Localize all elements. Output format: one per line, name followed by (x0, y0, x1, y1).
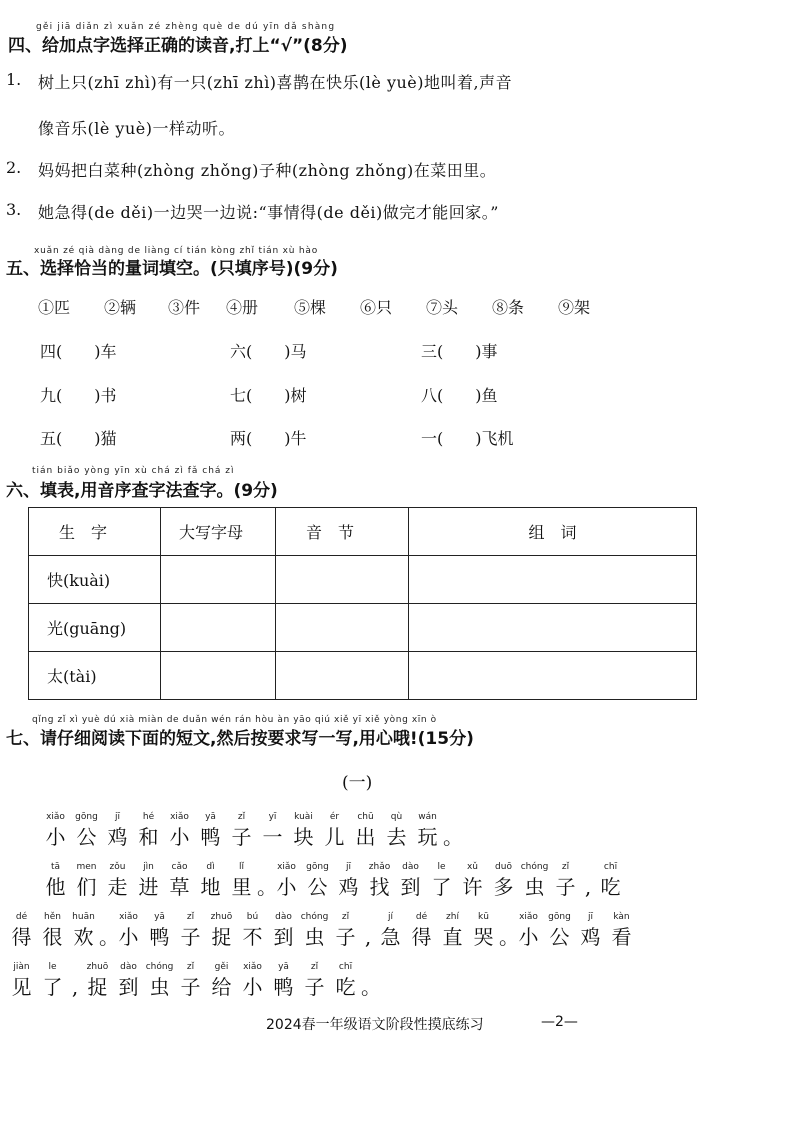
blank-item[interactable]: 七( )树 (230, 386, 307, 405)
blank-item[interactable]: 五( )猫 (40, 429, 117, 448)
pinyin-syllable: xiǎo (119, 912, 138, 922)
passage-char (195, 860, 226, 900)
hanzi: 去 (386, 825, 407, 849)
option-7: ⑦头 (426, 298, 459, 317)
syllable-cell[interactable] (276, 556, 409, 604)
q4-2-num: 2. (6, 158, 22, 177)
pinyin-syllable: xiǎo (243, 962, 262, 972)
passage-line (40, 810, 463, 850)
hanzi: 鸭 (200, 825, 221, 849)
passage-line (6, 960, 381, 1000)
hanzi: 到 (273, 925, 294, 949)
pinyin-syllable: yā (154, 912, 165, 922)
pinyin-syllable: xǔ (466, 862, 479, 872)
hanzi: 他 (45, 875, 66, 899)
passage-char (99, 910, 119, 950)
passage-char (550, 860, 581, 900)
hanzi: 玩 (417, 825, 438, 849)
passage-char (330, 910, 361, 950)
passage-char (271, 860, 302, 900)
passage-char (330, 960, 361, 1000)
passage-char (68, 910, 99, 950)
pinyin-syllable: xiǎo (170, 812, 189, 822)
passage-char (144, 960, 175, 1000)
pinyin-syllable (499, 910, 513, 924)
pinyin-syllable: chī (603, 862, 618, 872)
pinyin-syllable: tā (50, 862, 61, 872)
pinyin-syllable: gěi (214, 962, 229, 972)
pinyin-syllable: dé (415, 912, 428, 922)
passage-char (581, 860, 595, 900)
pinyin-syllable: ér (329, 812, 340, 822)
pinyin-syllable: chū (357, 812, 374, 822)
pinyin-syllable: jī (587, 912, 593, 922)
passage-char (40, 810, 71, 850)
pinyin-syllable (361, 910, 375, 924)
section6-title: 六、填表,用音序查字法查字。(9分) (6, 481, 278, 501)
hanzi: 走 (107, 875, 128, 899)
pinyin-syllable: xiǎo (277, 862, 296, 872)
passage-char (113, 960, 144, 1000)
hanzi: 里 (231, 875, 252, 899)
passage-char (333, 860, 364, 900)
pinyin-syllable: jī (114, 812, 120, 822)
hanzi: 块 (293, 825, 314, 849)
passage-char (361, 960, 381, 1000)
option-9: ⑨架 (558, 298, 591, 317)
pinyin-syllable: xiǎo (519, 912, 538, 922)
hanzi: 到 (400, 875, 421, 899)
passage-char (206, 960, 237, 1000)
pinyin-syllable: xiǎo (46, 812, 65, 822)
passage-line (6, 910, 637, 950)
passage-char (237, 910, 268, 950)
hanzi: 捉 (87, 975, 108, 999)
blank-item[interactable]: 九( )书 (40, 386, 117, 405)
pinyin-syllable: kū (478, 912, 489, 922)
option-4: ④册 (226, 298, 259, 317)
hanzi: , (364, 925, 372, 949)
passage-char (133, 860, 164, 900)
hanzi: 草 (169, 875, 190, 899)
hanzi: 和 (138, 825, 159, 849)
passage-char (195, 810, 226, 850)
pinyin-syllable: wán (418, 812, 437, 822)
passage-char (361, 910, 375, 950)
hanzi: 了 (431, 875, 452, 899)
hanzi: 。 (499, 925, 519, 949)
option-6: ⑥只 (360, 298, 393, 317)
blank-item[interactable]: 一( )飞机 (421, 429, 514, 448)
hanzi: 鸡 (338, 875, 359, 899)
passage-char (364, 860, 395, 900)
table-row (29, 604, 697, 652)
passage-char (6, 910, 37, 950)
option-5: ⑤棵 (294, 298, 327, 317)
hanzi: 多 (493, 875, 514, 899)
footer-title: 2024春一年级语文阶段性摸底练习 (266, 1017, 484, 1033)
passage-char (226, 810, 257, 850)
hanzi: 了 (42, 975, 63, 999)
option-3: ③件 (168, 298, 201, 317)
hanzi: 虫 (304, 925, 325, 949)
pinyin-syllable (443, 810, 457, 824)
hanzi: , (71, 975, 79, 999)
pinyin-syllable: jiàn (13, 962, 30, 972)
hanzi: 很 (42, 925, 63, 949)
pinyin-syllable: jìn (143, 862, 154, 872)
hanzi: 虫 (524, 875, 545, 899)
pinyin-syllable: yī (268, 812, 277, 822)
hanzi: 虫 (149, 975, 170, 999)
passage-char (37, 960, 68, 1000)
table-char-cell: 快(kuài) (29, 556, 161, 604)
hanzi: 子 (304, 975, 325, 999)
hanzi: 得 (11, 925, 32, 949)
pinyin-syllable: qù (390, 812, 403, 822)
pinyin-syllable: bú (246, 912, 259, 922)
passage-char (457, 860, 488, 900)
pinyin-syllable: zhí (446, 912, 459, 922)
word-cell[interactable] (409, 652, 697, 700)
pinyin-syllable (99, 910, 113, 924)
passage-char (71, 860, 102, 900)
pinyin-syllable: dé (15, 912, 28, 922)
passage-line (40, 860, 626, 900)
hanzi: 子 (180, 975, 201, 999)
passage-char (437, 910, 468, 950)
pinyin-syllable: lǐ (238, 862, 244, 872)
pinyin-syllable: dào (120, 962, 137, 972)
pinyin-syllable: yā (278, 962, 289, 972)
hanzi: 小 (118, 925, 139, 949)
option-2: ②辆 (104, 298, 137, 317)
page-number: —2— (541, 1014, 578, 1030)
passage-char (499, 910, 519, 950)
passage-char (513, 910, 544, 950)
pinyin-syllable: dào (402, 862, 419, 872)
hanzi: 得 (411, 925, 432, 949)
hanzi: 子 (555, 875, 576, 899)
hanzi: 子 (335, 925, 356, 949)
passage-char (102, 860, 133, 900)
pinyin-syllable: duō (495, 862, 512, 872)
pinyin-syllable: huān (72, 912, 95, 922)
hanzi: 哭 (473, 925, 494, 949)
hanzi: 到 (118, 975, 139, 999)
hanzi: 公 (76, 825, 97, 849)
pinyin-syllable: men (76, 862, 97, 872)
pinyin-syllable: kàn (613, 912, 630, 922)
q4-3-num: 3. (6, 200, 22, 219)
hanzi: 小 (242, 975, 263, 999)
q4-2-text: 妈妈把白菜种(zhòng zhǒng)子种(zhòng zhǒng)在菜田里。 (38, 161, 497, 180)
pinyin-syllable: zhuō (210, 912, 233, 922)
hanzi: 子 (231, 825, 252, 849)
passage-char (381, 810, 412, 850)
table-char-cell: 太(tài) (29, 652, 161, 700)
passage-char (206, 910, 237, 950)
table-row (29, 556, 697, 604)
passage-char (299, 960, 330, 1000)
passage-char (102, 810, 133, 850)
pinyin-syllable: dì (206, 862, 215, 872)
hanzi: 见 (11, 975, 32, 999)
pinyin-syllable: zǐ (561, 862, 570, 872)
hanzi: 。 (257, 875, 277, 899)
q4-1-text: 树上只(zhī zhì)有一只(zhī zhì)喜鹊在快乐(lè yuè)地叫着,声音 (38, 73, 513, 92)
passage-char (237, 960, 268, 1000)
passage-char (68, 960, 82, 1000)
blank-item[interactable]: 八( )鱼 (421, 386, 498, 405)
section7-pinyin: qǐng zǐ xì yuè dú xià miàn de duǎn wén rán hòu àn yāo qiú xiě yī xiě yòng xīn ò (32, 715, 437, 725)
passage-char (40, 860, 71, 900)
passage-char (71, 810, 102, 850)
pinyin-syllable: dào (275, 912, 292, 922)
hanzi: , (584, 875, 592, 899)
capital-letter-cell[interactable] (161, 604, 276, 652)
option-1: ①匹 (38, 298, 71, 317)
passage-char (226, 860, 257, 900)
pinyin-syllable: hé (142, 812, 155, 822)
hanzi: 鸭 (273, 975, 294, 999)
passage-char (412, 810, 443, 850)
passage-char (319, 810, 350, 850)
hanzi: 公 (307, 875, 328, 899)
passage-char (299, 910, 330, 950)
pinyin-syllable: chóng (520, 862, 549, 872)
hanzi: 捉 (211, 925, 232, 949)
passage-char (395, 860, 426, 900)
q4-1-continued: 像音乐(lè yuè)一样动听。 (38, 119, 235, 138)
pinyin-syllable: yā (205, 812, 216, 822)
pinyin-syllable: zhuō (86, 962, 109, 972)
passage-char (268, 960, 299, 1000)
blank-item[interactable]: 三( )事 (421, 342, 498, 361)
header-capital-letter: 大写字母 (161, 508, 276, 556)
passage-char (175, 910, 206, 950)
passage-char (519, 860, 550, 900)
word-cell[interactable] (409, 556, 697, 604)
passage-char (350, 810, 381, 850)
section5-title: 五、选择恰当的量词填空。(只填序号)(9分) (6, 259, 338, 279)
passage-char (595, 860, 626, 900)
pinyin-syllable: jí (387, 912, 393, 922)
hanzi: 一 (262, 825, 283, 849)
hanzi: 进 (138, 875, 159, 899)
pinyin-syllable: zǐ (186, 962, 195, 972)
hanzi: 许 (462, 875, 483, 899)
passage-char (6, 960, 37, 1000)
header-syllable: 音 节 (276, 508, 409, 556)
q4-1-num: 1. (6, 70, 22, 89)
section7-title: 七、请仔细阅读下面的短文,然后按要求写一写,用心哦!(15分) (6, 729, 474, 749)
hanzi: 欢 (73, 925, 94, 949)
pinyin-syllable: gōng (548, 912, 571, 922)
passage-char (82, 960, 113, 1000)
pinyin-syllable (581, 860, 595, 874)
passage-char (606, 910, 637, 950)
passage-char (268, 910, 299, 950)
section5-pinyin: xuǎn zé qià dàng de liàng cí tián kòng zhǐ tián xù hào (34, 246, 319, 256)
pinyin-syllable: le (437, 862, 446, 872)
passage-char (406, 910, 437, 950)
pinyin-syllable (68, 960, 82, 974)
passage-char (164, 860, 195, 900)
hanzi: 公 (549, 925, 570, 949)
pinyin-syllable: hěn (44, 912, 61, 922)
hanzi: 找 (369, 875, 390, 899)
pinyin-syllable: jī (345, 862, 351, 872)
hanzi: 给 (211, 975, 232, 999)
pinyin-syllable: gōng (75, 812, 98, 822)
passage-char (426, 860, 457, 900)
option-8: ⑧条 (492, 298, 525, 317)
capital-letter-cell[interactable] (161, 652, 276, 700)
hanzi: 鸭 (149, 925, 170, 949)
passage-char (443, 810, 463, 850)
passage-char (375, 910, 406, 950)
table-header-row (29, 508, 697, 556)
passage-char (144, 910, 175, 950)
pinyin-syllable: zǐ (341, 912, 350, 922)
lookup-table (28, 507, 697, 700)
passage-char (164, 810, 195, 850)
passage-char (175, 960, 206, 1000)
hanzi: 鸡 (580, 925, 601, 949)
pinyin-syllable: chī (338, 962, 353, 972)
hanzi: 们 (76, 875, 97, 899)
pinyin-syllable: zhǎo (368, 862, 391, 872)
pinyin-syllable: zǒu (109, 862, 126, 872)
hanzi: 子 (180, 925, 201, 949)
pinyin-syllable: zǐ (310, 962, 319, 972)
passage-char (113, 910, 144, 950)
hanzi: 。 (361, 975, 381, 999)
pinyin-syllable: zǐ (237, 812, 246, 822)
pinyin-syllable: zǐ (186, 912, 195, 922)
hanzi: 小 (169, 825, 190, 849)
word-cell[interactable] (409, 604, 697, 652)
pinyin-syllable (361, 960, 375, 974)
blank-item[interactable]: 四( )车 (40, 342, 117, 361)
passage-char (288, 810, 319, 850)
hanzi: 不 (242, 925, 263, 949)
hanzi: 地 (200, 875, 221, 899)
hanzi: 直 (442, 925, 463, 949)
hanzi: 吃 (335, 975, 356, 999)
pinyin-syllable: le (48, 962, 57, 972)
hanzi: 出 (355, 825, 376, 849)
header-character: 生 字 (29, 508, 161, 556)
hanzi: 。 (99, 925, 119, 949)
blank-item[interactable]: 六( )马 (230, 342, 307, 361)
passage-char (488, 860, 519, 900)
q4-3-text: 她急得(de děi)一边哭一边说:“事情得(de děi)做完才能回家。” (38, 203, 499, 222)
passage-char (257, 810, 288, 850)
hanzi: 小 (518, 925, 539, 949)
table-char-cell: 光(guāng) (29, 604, 161, 652)
pinyin-syllable: cǎo (171, 862, 188, 872)
hanzi: 吃 (600, 875, 621, 899)
passage-char (575, 910, 606, 950)
passage-char (544, 910, 575, 950)
syllable-cell[interactable] (276, 604, 409, 652)
passage-char (468, 910, 499, 950)
section6-pinyin: tián biǎo yòng yīn xù chá zì fǎ chá zì (32, 466, 235, 476)
pinyin-syllable: kuài (294, 812, 313, 822)
section4-title: 四、给加点字选择正确的读音,打上“√”(8分) (8, 36, 348, 56)
passage-char (257, 860, 277, 900)
pinyin-syllable (257, 860, 271, 874)
hanzi: 儿 (324, 825, 345, 849)
hanzi: 急 (380, 925, 401, 949)
hanzi: 鸡 (107, 825, 128, 849)
table-row (29, 652, 697, 700)
blank-item[interactable]: 两( )牛 (230, 429, 307, 448)
syllable-cell[interactable] (276, 652, 409, 700)
pinyin-syllable: chóng (300, 912, 329, 922)
hanzi: 看 (611, 925, 632, 949)
hanzi: 小 (276, 875, 297, 899)
passage-char (37, 910, 68, 950)
hanzi: 。 (443, 825, 463, 849)
hanzi: 小 (45, 825, 66, 849)
passage-char (133, 810, 164, 850)
pinyin-syllable: chóng (145, 962, 174, 972)
header-word: 组 词 (409, 508, 697, 556)
capital-letter-cell[interactable] (161, 556, 276, 604)
passage-subtitle: (一) (342, 773, 373, 793)
passage-char (302, 860, 333, 900)
pinyin-syllable: gōng (306, 862, 329, 872)
section4-pinyin: gěi jiā diǎn zì xuǎn zé zhèng què de dú yīn dǎ shàng (36, 22, 336, 32)
